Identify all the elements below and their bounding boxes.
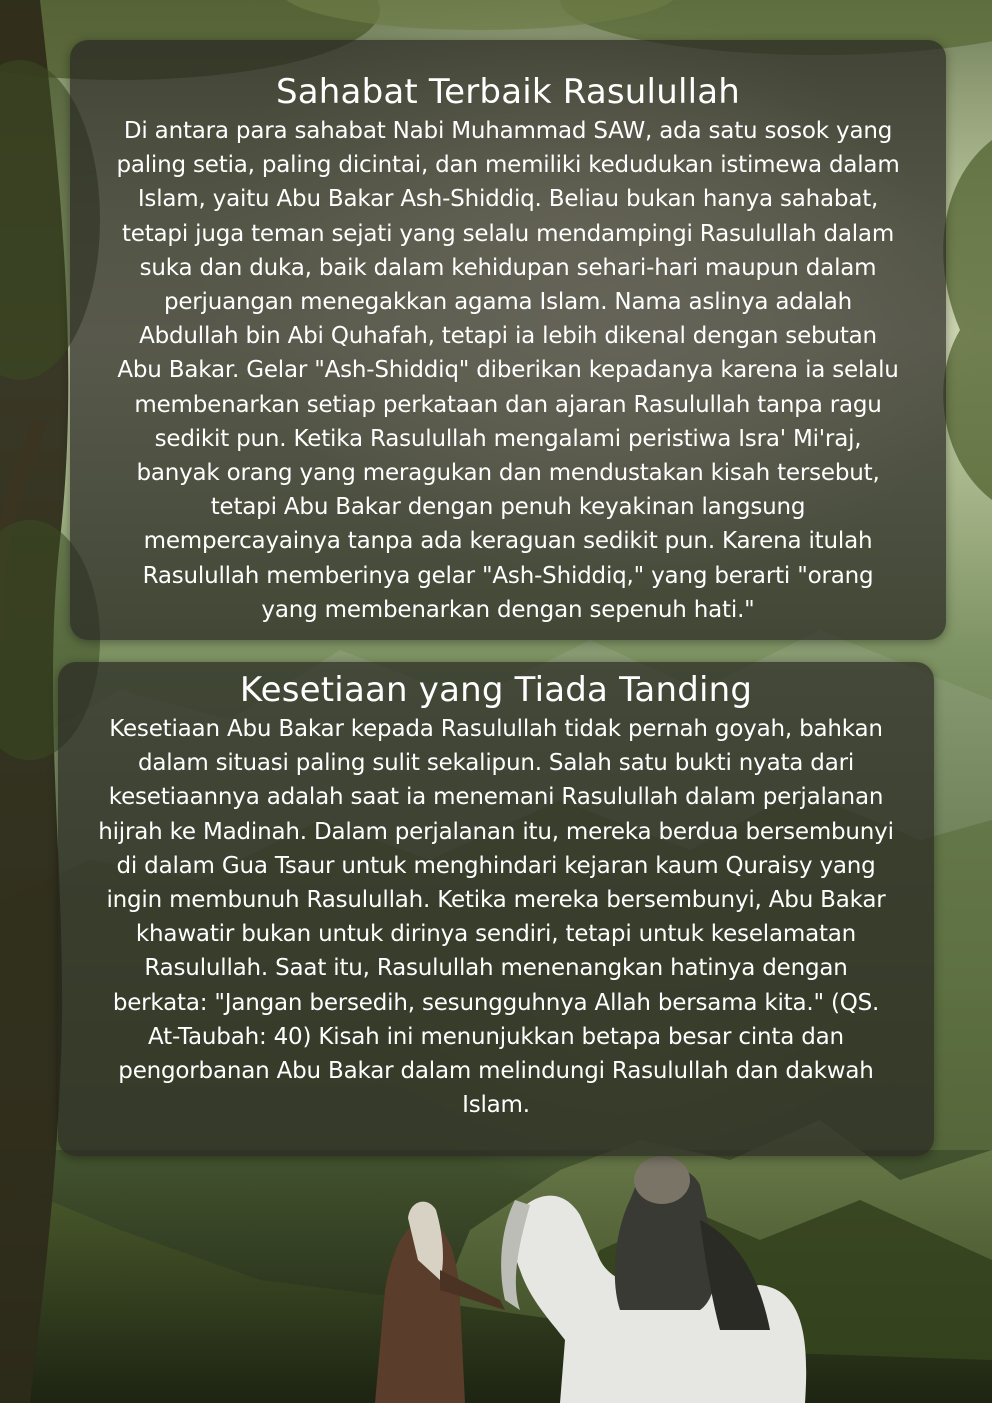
section-body: Kesetiaan Abu Bakar kepada Rasulullah tidak pernah goyah, bahkan dalam situasi paling sulit sekalipun. Salah satu bukti nyata dari kesetiaannya adalah saat ia menemani Rasulullah dalam perjalanan hijrah ke Madinah. Dalam perjalanan itu, mereka berdua bersembunyi di dalam Gua Tsaur untuk menghindari kejaran kaum Quraisy yang ingin membunuh Rasulullah. Ketika mereka bersembunyi, Abu Bakar khawatir bukan untuk dirinya sendiri, tetapi untuk keselamatan Rasulullah. Saat itu, Rasulullah menenangkan hatinya dengan berkata: "Jangan bersedih, sesungguhnya Allah bersama kita." (QS. At-Taubah: 40) Kisah ini menunjukkan betapa besar cinta dan pengorbanan Abu Bakar dalam melindungi Rasulullah dan dakwah Islam. [98, 716, 894, 1119]
section-card-kesetiaan [58, 662, 934, 1156]
section-title: Sahabat Terbaik Rasulullah [275, 72, 741, 112]
section-title: Kesetiaan yang Tiada Tanding [239, 670, 753, 710]
section-body: Di antara para sahabat Nabi Muhammad SAW, ada satu sosok yang paling setia, paling dicintai, dan memiliki kedudukan istimewa dalam Islam, yaitu Abu Bakar Ash-Shiddiq. Beliau bukan hanya sahabat, tetapi juga teman sejati yang selalu mendampingi Rasulullah dalam suka dan duka, baik dalam kehidupan sehari-hari maupun dalam perjuangan menegakkan agama Islam. Nama aslinya adalah Abdullah bin Abi Quhafah, tetapi ia lebih dikenal dengan sebutan Abu Bakar. Gelar "Ash-Shiddiq" diberikan kepadanya karena ia selalu membenarkan setiap perkataan dan ajaran Rasulullah tanpa ragu sedikit pun. Ketika Rasulullah mengalami peristiwa Isra' Mi'raj, banyak orang yang meragukan dan mendustakan kisah tersebut, tetapi Abu Bakar dengan penuh keyakinan langsung mempercayainya tanpa ada keraguan sedikit pun. Karena itulah Rasulullah memberinya gelar "Ash-Shiddiq," yang berarti "orang yang membenarkan dengan sepenuh hati." [116, 118, 900, 623]
section-card-sahabat-terbaik [70, 40, 946, 640]
